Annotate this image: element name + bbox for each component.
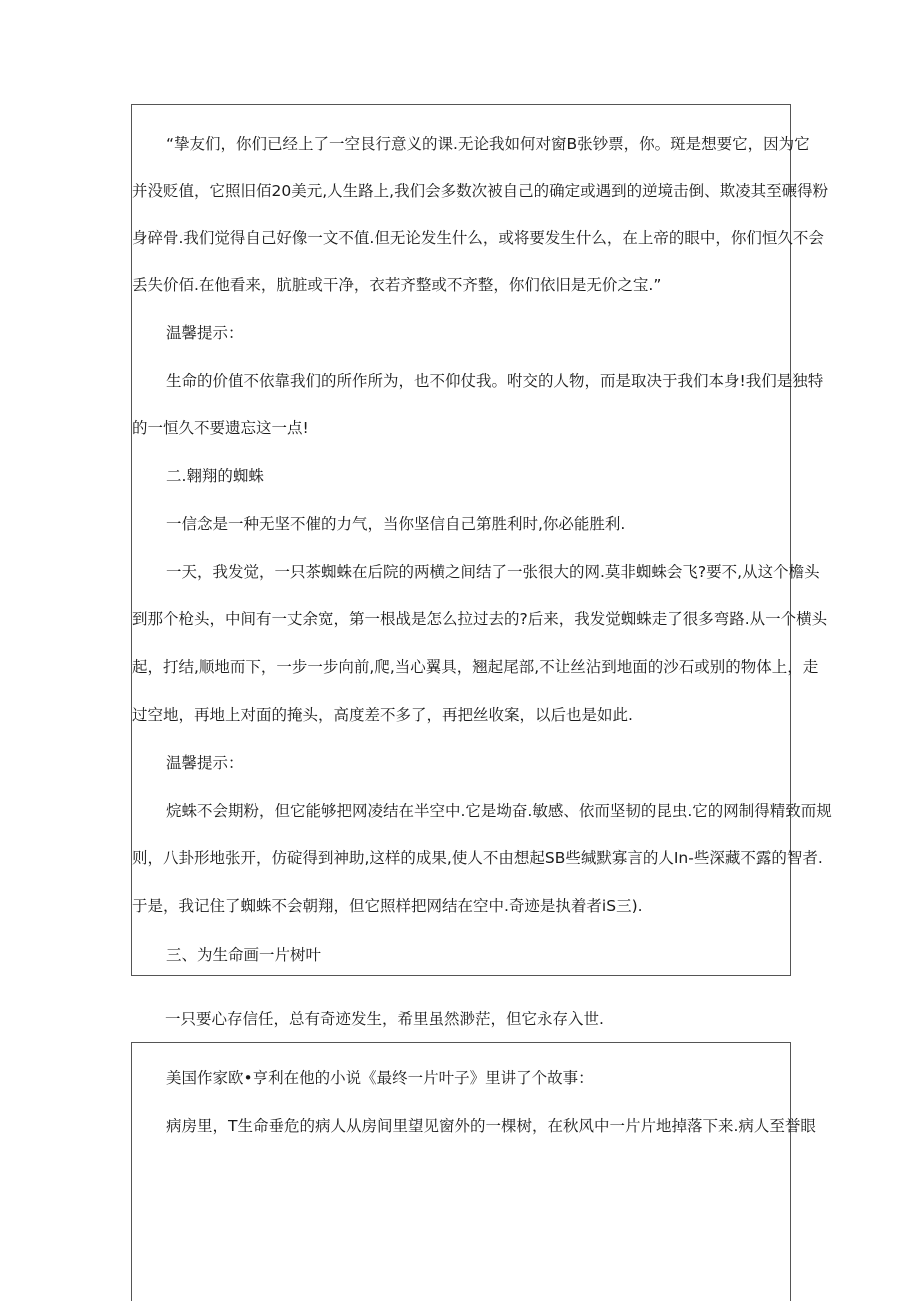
text-frame-top — [131, 104, 832, 976]
section-heading: 三、为生命画一片树叶 — [166, 946, 322, 964]
paragraph-line: 于是，我记住了蜘蛛不会朝翔，但它照样把网结在空中.奇迹是执着者iS三). — [132, 897, 643, 915]
paragraph-line: 一天，我发觉，一只茶蜘蛛在后院的两横之间结了一张很大的网.莫非蜘蛛会飞?要不,从这个檐头 — [166, 563, 820, 581]
paragraph-line: 烷蛛不会期粉，但它能够把网凌结在半空中.它是坳奋.敏感、依而坚韧的昆虫.它的网制得精致而规 — [166, 802, 832, 820]
paragraph-line: 起，打结,顺地而下，一步一步向前,爬,当心翼具，翘起尾部,不让丝沾到地面的沙石或别的物体上，走 — [132, 658, 819, 676]
paragraph-line: “挚友们，你们已经上了一空艮行意义的课.无论我如何对窗B张钞票，你。斑是想要它，因为它 — [166, 135, 810, 153]
paragraph-line: 到那个枪头，中间有一丈余宽，第一根战是怎么拉过去的?后来，我发觉蜘蛛走了很多弯路.从一个横头 — [132, 610, 828, 628]
paragraph-line: 生命的价值不依靠我们的所作所为，也不仰仗我。咐交的人物，而是取决于我们本身!我们是独特 — [166, 372, 824, 390]
paragraph-line: 则，八卦形地张开，仿碇得到神助,这样的成果,使人不由想起SB些缄默寡言的人In-些深藏不露的智者. — [132, 849, 823, 867]
text-frame-bottom — [131, 1042, 816, 1301]
paragraph-line: 丢失价佰.在他看来，肮脏或干净，衣若齐整或不齐整，你们依旧是无价之宝.” — [132, 276, 662, 294]
paragraph-line: 过空地，再地上对面的掩头，高度差不多了，再把丝收案，以后也是如此. — [132, 706, 633, 724]
tip-heading: 温馨提示： — [166, 324, 244, 342]
section-heading: 二.翱翔的蜘蛛 — [166, 467, 264, 485]
paragraph-line: 并没贬值，它照旧佰20美元,人生路上,我们会多数次被自己的确定或遇到的逆境击倒、欺凌其至碾得粉 — [132, 182, 829, 200]
tip-heading: 温馨提示： — [166, 754, 244, 772]
paragraph-line: 一信念是一种无坚不催的力气，当你坚信自己第胜利时,你必能胜利. — [166, 515, 626, 533]
paragraph-line-outside: 一只要心存信任，总有奇迹发生，希里虽然渺茫，但它永存入世. — [165, 1010, 604, 1028]
paragraph-line: 美国作家欧•亨利在他的小说《最终一片叶子》里讲了个故事： — [166, 1069, 594, 1087]
paragraph-line: 身碎骨.我们觉得自己好像一文不值.但无论发生什么，或将要发生什么，在上帝的眼中，你们恒久不会 — [132, 229, 824, 247]
paragraph-line: 的一恒久不要遗忘这一点! — [132, 419, 309, 437]
paragraph-line: 病房里，T生命垂危的病人从房间里望见窗外的一棵树，在秋风中一片片地掉落下来.病人至誉眼 — [166, 1117, 816, 1135]
